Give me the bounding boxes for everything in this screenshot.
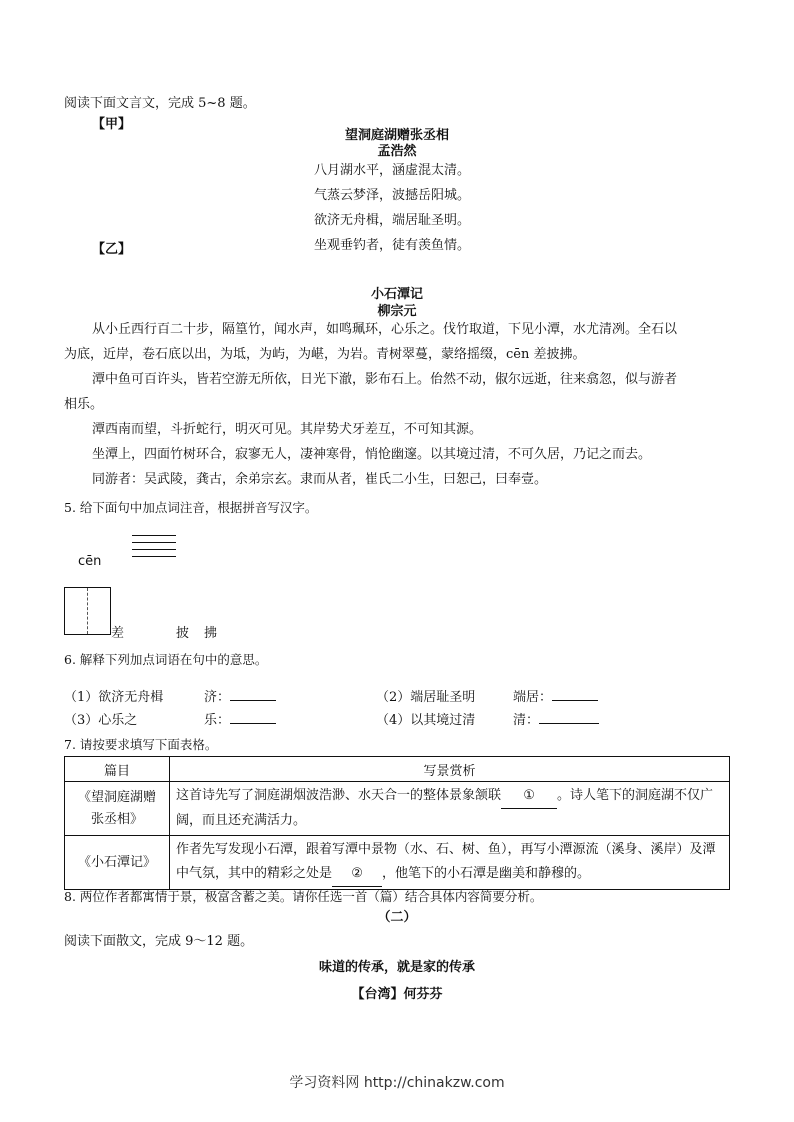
header-title: 篇目 bbox=[65, 757, 170, 782]
row-appreciation bbox=[170, 782, 730, 836]
writing-line bbox=[132, 542, 176, 543]
prose-paragraph-1a: 从小丘西行百二十步，隔篁竹，闻水声，如鸣珮环，心乐之。伐竹取道，下见小潭，水尤清冽。全石以 bbox=[92, 322, 678, 337]
q6-answer-4 bbox=[513, 709, 599, 728]
row-text: 这首诗先写了洞庭湖烟波浩渺、水天合一的整体景象颔联 bbox=[176, 788, 502, 803]
q6-answer-2 bbox=[513, 686, 598, 705]
prose-paragraph-2b: 相乐。 bbox=[64, 397, 104, 412]
footer-watermark: 学习资料网 http://chinakzw.com bbox=[289, 1075, 505, 1091]
row-title-line: 《小石潭记》 bbox=[77, 854, 156, 870]
table-header-row bbox=[65, 757, 730, 782]
q6-item-word: 济： bbox=[204, 690, 231, 705]
q6-item-3 bbox=[64, 709, 137, 728]
row-title bbox=[65, 836, 170, 890]
table-row bbox=[65, 836, 730, 890]
q6-item-phrase: 心乐之 bbox=[98, 713, 138, 728]
row-title-line: 《望洞庭湖赠 bbox=[77, 789, 156, 805]
q6-item-phrase: 端居耻圣明 bbox=[410, 690, 476, 705]
essay-author: 【台湾】何芬芬 bbox=[351, 987, 443, 1002]
section-heading: （二） bbox=[377, 910, 417, 925]
q6-item-word: 乐： bbox=[204, 713, 231, 728]
question-6-stem: 6. 解释下列加点词语在句中的意思。 bbox=[64, 652, 268, 667]
reading-instruction: 阅读下面文言文，完成 5~8 题。 bbox=[64, 96, 256, 111]
q6-item-num: （3） bbox=[64, 713, 99, 728]
q6-item-4 bbox=[376, 709, 475, 728]
question-8-stem: 8. 两位作者都寓情于景，极富含蓄之美。请你任选一首（篇）结合具体内容简要分析。 bbox=[64, 889, 543, 904]
box-guide-line bbox=[87, 588, 88, 634]
q5-char-1: 差 bbox=[111, 626, 125, 641]
q6-item-2 bbox=[376, 686, 475, 705]
appreciation-table bbox=[64, 756, 730, 890]
poem-author: 孟浩然 bbox=[377, 144, 417, 159]
section2-instruction: 阅读下面散文，完成 9～12 题。 bbox=[64, 934, 254, 949]
prose-paragraph-5: 同游者：吴武陵，龚古，余弟宗玄。隶而从者，崔氏二小生，曰恕己，曰奉壹。 bbox=[92, 472, 548, 487]
q5-char-3: 拂 bbox=[204, 626, 218, 641]
poem-line-1: 八月湖水平，涵虚混太清。 bbox=[314, 163, 471, 178]
row-text: 。诗人笔下的洞庭湖不仅广阔，而且还充满活力。 bbox=[176, 788, 714, 828]
q6-item-word: 清： bbox=[513, 713, 540, 728]
answer-blank[interactable] bbox=[230, 686, 276, 701]
answer-blank-1[interactable]: ① bbox=[501, 784, 557, 809]
prose-paragraph-4: 坐潭上，四面竹树环合，寂寥无人，凄神寒骨，悄怆幽邃。以其境过清，不可久居，乃记之而去。 bbox=[92, 447, 652, 462]
pinyin-label: cēn bbox=[78, 554, 102, 569]
q6-item-phrase: 欲济无舟楫 bbox=[98, 690, 164, 705]
q6-item-num: （2） bbox=[376, 690, 411, 705]
prose-paragraph-2a: 潭中鱼可百许头，皆若空游无所依，日光下澈，影布石上。佁然不动，俶尔远逝，往来翕忽，似与游者 bbox=[92, 372, 678, 387]
writing-line bbox=[132, 549, 176, 550]
row-text: ，他笔下的小石潭是幽美和静穆的。 bbox=[382, 866, 591, 881]
table-row bbox=[65, 782, 730, 836]
poem-line-4: 坐观垂钓者，徒有羡鱼情。 bbox=[314, 238, 471, 253]
question-5-stem: 5. 给下面句中加点词注音，根据拼音写汉字。 bbox=[64, 500, 318, 515]
poem-line-2: 气蒸云梦泽，波撼岳阳城。 bbox=[314, 188, 471, 203]
answer-blank-2[interactable]: ② bbox=[332, 862, 382, 887]
poem-title: 望洞庭湖赠张丞相 bbox=[344, 128, 449, 143]
prose-paragraph-1b: 为底，近岸，卷石底以出，为坻，为屿，为嵁，为岩。青树翠蔓，蒙络摇缀，cēn 差披拂。 bbox=[64, 347, 586, 362]
writing-line bbox=[132, 535, 176, 536]
q6-item-1 bbox=[64, 686, 163, 705]
q6-answer-1 bbox=[204, 686, 276, 705]
q6-item-num: （1） bbox=[64, 690, 99, 705]
row-title bbox=[65, 782, 170, 836]
answer-blank[interactable] bbox=[230, 709, 276, 724]
answer-blank[interactable] bbox=[539, 709, 599, 724]
poem-line-3: 欲济无舟楫，端居耻圣明。 bbox=[314, 213, 471, 228]
prose-title: 小石潭记 bbox=[370, 287, 423, 302]
header-appreciation: 写景赏析 bbox=[170, 757, 730, 782]
row-text: 作者先写发现小石潭，跟着写潭中景物（水、石、树、鱼），再写小潭源流（溪身、溪岸）及潭中气氛，其中的精彩之处是 bbox=[176, 842, 716, 881]
essay-title: 味道的传承，就是家的传承 bbox=[318, 960, 475, 975]
writing-line bbox=[132, 556, 176, 557]
label-yi: 【乙】 bbox=[92, 242, 132, 257]
answer-blank[interactable] bbox=[552, 686, 598, 701]
row-appreciation bbox=[170, 836, 730, 890]
label-jia: 【甲】 bbox=[92, 117, 132, 132]
prose-author: 柳宗元 bbox=[377, 304, 417, 319]
question-7-stem: 7. 请按要求填写下面表格。 bbox=[64, 737, 218, 752]
q5-char-2: 披 bbox=[176, 626, 190, 641]
q6-item-word: 端居： bbox=[513, 690, 553, 705]
q6-item-num: （4） bbox=[376, 713, 411, 728]
prose-paragraph-3: 潭西南而望，斗折蛇行，明灭可见。其岸势犬牙差互，不可知其源。 bbox=[92, 422, 483, 437]
q6-item-phrase: 以其境过清 bbox=[410, 713, 476, 728]
row-title-line: 张丞相》 bbox=[90, 811, 143, 827]
q6-answer-3 bbox=[204, 709, 276, 728]
